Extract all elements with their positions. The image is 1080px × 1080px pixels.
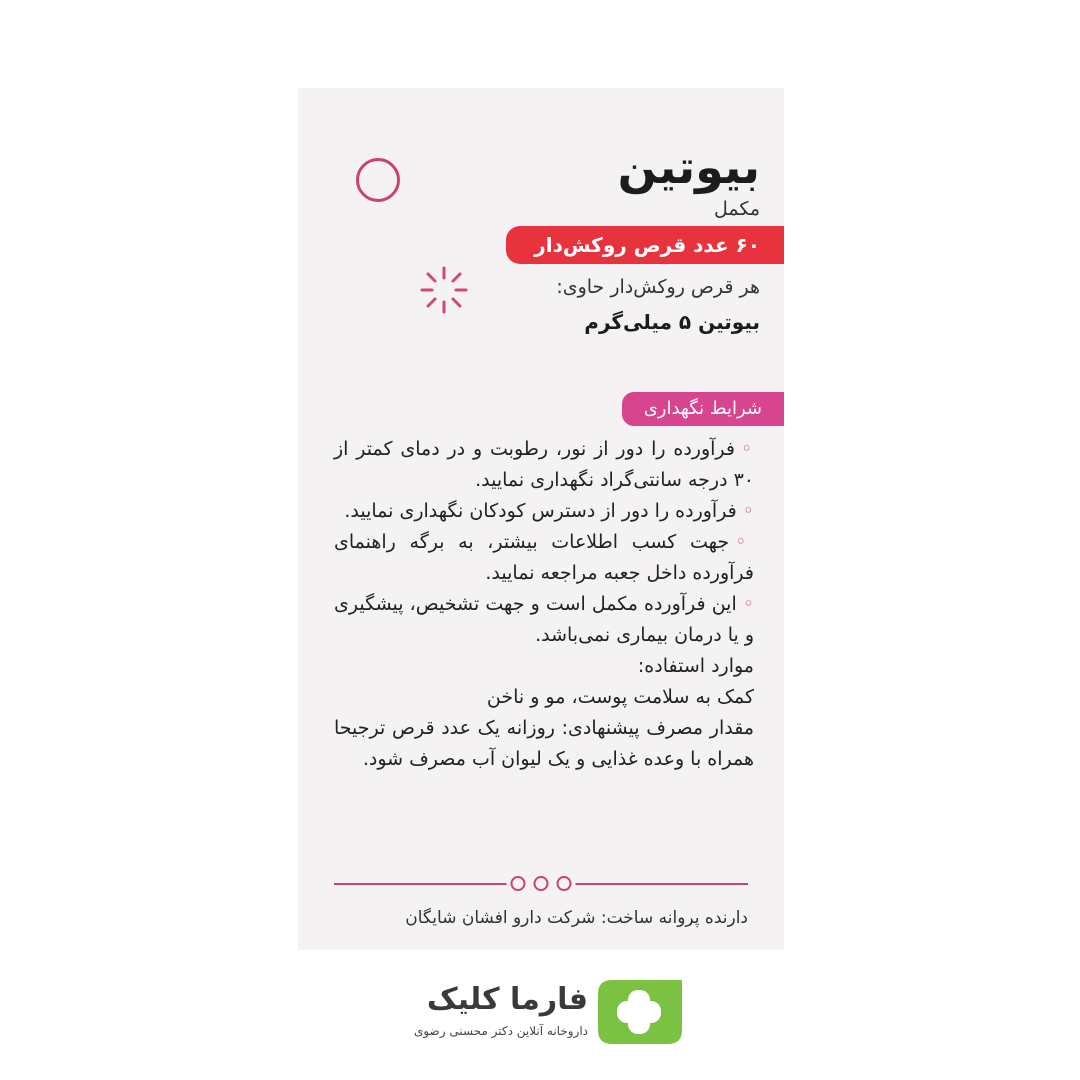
storage-item: ◦جهت کسب اطلاعات بیشتر، به برگه راهنمای فرآورده داخل جعبه مراجعه نمایید. [334, 531, 754, 584]
divider-dots [507, 876, 576, 891]
dot-icon [511, 876, 526, 891]
dosage-text: مقدار مصرف پیشنهادی: روزانه یک عدد قرص ترجیحا همراه با وعده غذایی و یک لیوان آب مصرف شود. [334, 717, 754, 770]
product-type: مکمل [713, 198, 760, 220]
bullet-icon: ◦ [742, 593, 754, 615]
bullet-icon: ◦ [740, 438, 754, 460]
sparkle-icon [418, 264, 470, 316]
brand-tagline: داروخانه آنلاین دکتر محسنی رضوی [413, 1024, 588, 1038]
ingredient-amount: بیوتین ۵ میلی‌گرم [584, 310, 760, 334]
storage-item: ◦فرآورده را دور از دسترس کودکان نگهداری نمایید. [344, 500, 754, 522]
contains-label: هر قرص روکش‌دار حاوی: [556, 276, 760, 298]
product-title: بیوتین [617, 140, 760, 194]
usage-label: موارد استفاده: [637, 655, 754, 677]
instructions-text [334, 434, 754, 775]
manufacturer-text: دارنده پروانه ساخت: شرکت دارو افشان شایگان [405, 908, 748, 928]
dot-icon [557, 876, 572, 891]
dot-icon [534, 876, 549, 891]
storage-item: ◦این فرآورده مکمل است و جهت تشخیص، پیشگیری و یا درمان بیماری نمی‌باشد. [334, 593, 754, 646]
usage-text: کمک به سلامت پوست، مو و ناخن [486, 686, 754, 708]
bullet-icon: ◦ [742, 500, 754, 522]
bullet-icon: ◦ [735, 531, 754, 553]
storage-item: ◦فرآورده را دور از نور، رطوبت و در دمای کمتر از ۳۰ درجه سانتی‌گراد نگهداری نمایید. [334, 438, 754, 491]
plus-logo-icon [598, 980, 682, 1044]
circle-icon [356, 158, 400, 202]
tablet-count-badge: ۶۰ عدد قرص روکش‌دار [506, 226, 784, 264]
storage-heading: شرایط نگهداری [622, 392, 784, 426]
product-box-side [298, 88, 784, 950]
brand-name: فارما کلیک [426, 982, 588, 1017]
